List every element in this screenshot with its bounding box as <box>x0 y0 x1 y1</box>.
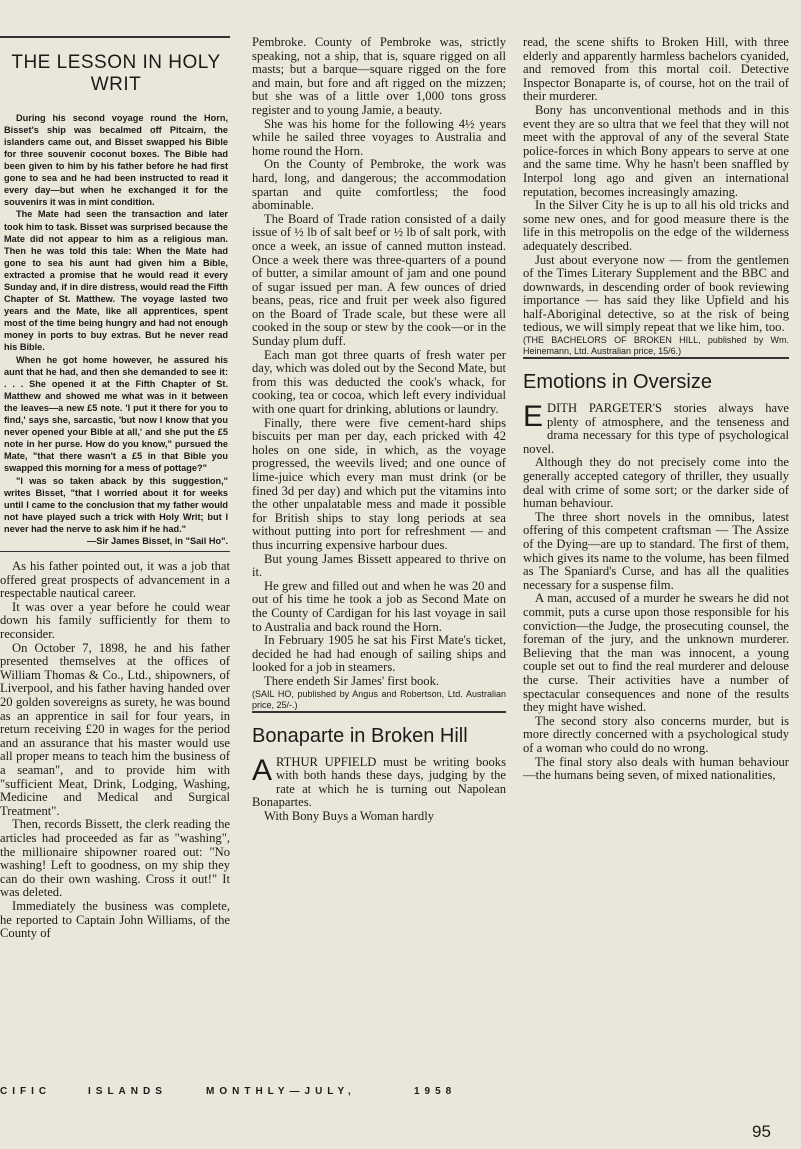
section-rule <box>523 357 789 359</box>
body-paragraph: She was his home for the following 4½ years while he sailed three voyages to Australia and home round the Horn. <box>252 116 506 158</box>
sidebar-paragraph: During his second voyage round the Horn, Bisset's ship was becalmed off Pitcairn, the islanders came out, and Bisset swapped his Bible for three souvenir coconut boxes. The Bible had been given to him by his father before he had first gone to sea and he had been instructed to read it every day—but when he exchanged it for the souvenirs it was in mint condition. <box>4 112 228 208</box>
sidebar-paragraph: "I was so taken aback by this suggestion," writes Bisset, "that I worried about it for weeks until I came to the conclusion that my father would not have played such a trick with Holy Writ; but I never had the nerve to ask him if he had." <box>4 475 228 534</box>
footer-text: MONTHLY—JULY, <box>206 1086 356 1097</box>
body-paragraph: The Board of Trade ration consisted of a daily issue of ½ lb of salt beef or ½ lb of salt pork, with once a week, an issue of canned mutton instead. Once a week there was three-quarters of a pound of butter, a similar amount of jam and one pound of sugar issued per man. A few ounces of dried beans, peas, rice and fruit per week also figured on the Board of Trade scale, but these were all cooked in the soup or stew by the cook—or in the Sunday plum duff. <box>252 211 506 349</box>
sidebar-box <box>0 36 230 552</box>
lead-text: DITH PARGETER'S stories always have plenty of atmosphere, and the tenseness and drama necessary for this type of psychological novel. <box>523 401 789 456</box>
column-middle <box>252 36 506 1070</box>
body-paragraph: Just about everyone now — from the gentlemen of the Times Literary Supplement and the BBC and downwards, in descending order of book reviewing importance — has said they like Upfield and his half-Aboriginal detective, so at the risk of being tedious, we will simply repeat that we like him, too. <box>523 252 789 335</box>
emotions-text <box>523 402 789 783</box>
book-credit: (THE BACHELORS OF BROKEN HILL, published by Wm. Heinemann, Ltd. Australian price, 15/6.) <box>523 335 789 357</box>
lead-text: RTHUR UPFIELD must be writing books with both hands these days, judging by the rate at which he is turning out Napolean Bonapartes. <box>252 754 506 810</box>
column-right <box>523 36 789 1070</box>
body-paragraph: In February 1905 he sat his First Mate's ticket, decided he had had enough of sailing ships and looked for a job in steamers. <box>252 633 506 675</box>
bonaparte-text-continued <box>523 36 789 357</box>
sidebar-attribution: —Sir James Bisset, in "Sail Ho". <box>87 535 228 546</box>
emotions-title: Emotions in Oversize <box>523 371 712 394</box>
bonaparte-title: Bonaparte in Broken Hill <box>252 724 468 747</box>
body-paragraph: Bony has unconventional methods and in this event they are so ultra that we feel that they will not meet with the approval of any of the several State police-forces in which Bony appears to serve at one and the same time. Why he hasn't been snaffled by Interpol long ago and given an international reputation, becomes increasingly amazing. <box>523 102 789 199</box>
body-paragraph: With Bony Buys a Woman hardly <box>264 808 434 823</box>
body-paragraph: But young James Bissett appeared to thrive on it. <box>252 551 506 580</box>
article-text-col1 <box>0 560 230 941</box>
body-paragraph <box>252 753 506 810</box>
book-credit: (SAIL HO, published by Angus and Robertson, Ltd. Australian price, 25/-.) <box>252 688 506 710</box>
drop-cap: E <box>523 400 544 434</box>
body-paragraph: Then, records Bissett, the clerk reading the articles had proceeded as far as "washing", the millionaire shipowner roared out: "No washing! Left to goodness, on my ship they can do their own washing. Cross it out!" It was deleted. <box>0 817 230 900</box>
body-paragraph: As his father pointed out, it was a job that offered great prospects of advancement in a respectable nautical career. <box>0 559 230 601</box>
footer-text: CIFIC <box>0 1086 52 1097</box>
body-paragraph: On the County of Pembroke, the work was hard, long, and dangerous; the accommodation spartan and quite comfortless; the food abominable. <box>252 157 506 213</box>
body-paragraph: Finally, there were five cement-hard ships biscuits per man per day, each pricked with 42 holes on one side, in which, as the voyage progressed, the weevils lived; and one ounce of lime-juice which every man must drink (or be fined 3d per day) and which put the vitamins into the other unpalatable mess and made it possible for British ships to stay long periods at sea without putting into port for refreshment — and thus incurring expensive harbour dues. <box>252 415 506 552</box>
article-text-col2 <box>252 36 506 711</box>
running-footer <box>0 1082 801 1102</box>
page-number: 95 <box>752 1122 771 1141</box>
body-paragraph: Each man got three quarts of fresh water per day, which was doled out by the Second Mate, but from this was deducted the cook's whack, for cooking, tea or cocoa, which left every individual with one quart for drinking, ablutions or laundry. <box>252 347 506 417</box>
body-paragraph <box>523 402 789 456</box>
body-paragraph: The three short novels in the omnibus, latest offering of this competent craftsman — The Assize of the Dying—are up to standard. The first of them, which gives its name to the volume, has been filmed as The Spaniard's Curse, and has all the qualities necessary for a suspense film. <box>523 509 789 592</box>
footer-year: 1958 <box>414 1086 457 1097</box>
body-paragraph: Although they do not precisely come into the generally accepted category of thriller, they usually deal with crime of some sort; or the darker side of human behaviour. <box>523 455 789 511</box>
sidebar-text <box>4 112 228 547</box>
body-paragraph: The second story also concerns murder, but is more directly concerned with a psychological study of a woman who could do no wrong. <box>523 713 789 755</box>
section-rule <box>252 711 506 713</box>
body-paragraph: On October 7, 1898, he and his father presented themselves at the offices of William Thomas & Co., Ltd., shipowners, of Liverpool, and his father having handed over 20 golden sovereigns as surety, he was bound as an apprentice in sail for four years, in return receiving £20 in wages for the period and an assurance that his master would use all proper means to teach him the business of a seaman", and to provide him with "sufficient Meat, Drink, Lodging, Washing, Medicine and Medical and Surgical Treatment". <box>0 640 230 818</box>
body-paragraph: In the Silver City he is up to all his old tricks and some new ones, and for good measure there is the life in this metropolis on the edge of the wilderness adequately described. <box>523 198 789 253</box>
body-paragraph: read, the scene shifts to Broken Hill, with three elderly and apparently harmless bachelors cyanided, and removed from this mortal coil. Detective Inspector Bonaparte is, of course, hot on the trail of their murderer. <box>523 36 789 104</box>
drop-cap: A <box>252 753 273 787</box>
footer-text: ISLANDS <box>88 1086 167 1097</box>
body-paragraph: Immediately the business was complete, he reported to Captain John Williams, of the County of <box>0 898 230 941</box>
body-paragraph: Pembroke. County of Pembroke was, strictly speaking, not a ship, that is, square rigged on all masts; but a barque—square rigged on the fore and main, but fore and aft rigged on the mizzen; but she was of a little over 1,000 tons gross register and to young Jamie, a beauty. <box>252 36 506 117</box>
bonaparte-text <box>252 753 506 824</box>
body-paragraph: It was over a year before he could wear down his family sufficiently for them to reconsider. <box>0 599 230 642</box>
body-paragraph: He grew and filled out and when he was 20 and out of his time he took a job as Second Mate on the County of Cardigan for his last voyage in sail to Australia and back round the Horn. <box>252 578 506 634</box>
sidebar-paragraph: The Mate had seen the transaction and later took him to task. Bisset was surprised because the Mate did not appear to him as a religious man. Then he was told this tale: When the Mate had gone to sea his aunt had given him a Bible, extracted a promise that he would read it every Sunday and, if in dire distress, would read the Fifth Chapter of St. Matthew. The voyage lasted two years and the Mate, like all apprentices, spent most of the time being hungry and had not enough money in ports to buy extras. But he never read his Bible. <box>4 209 228 353</box>
sidebar-paragraph: When he got home however, he assured his aunt that he had, and then she demanded to see it: . . . She opened it at the Fifth Chapter of St. Matthew and showed me what was in it between the leaves—a new £5 note. 'I put it there for you to find,' says she, sarcastic, 'but now I know that you never opened your Bible at all,' and she put the £5 note in her purse. How do you know," pursued the Mate, "that there wasn't a £5 in that Bible you swapped this morning for a mess of pottage?" <box>4 354 228 474</box>
body-paragraph: A man, accused of a murder he swears he did not commit, puts a curse upon those responsible for his conviction—the Judge, the prosecuting counsel, the foreman of the jury, and the unknown murderer. Believing that the man was innocent, a young couple set out to find the real murderer and delouse the curse. Their activities have a number of spectacular consequences and none of the results they might have wished. <box>523 591 789 715</box>
sidebar-title: THE LESSON IN HOLY WRIT <box>11 52 221 95</box>
column-left <box>0 36 230 1070</box>
body-paragraph: The final story also deals with human behaviour—the humans being seven, of mixed nationalities, <box>523 754 789 783</box>
body-paragraph: There endeth Sir James' first book. <box>264 673 440 688</box>
